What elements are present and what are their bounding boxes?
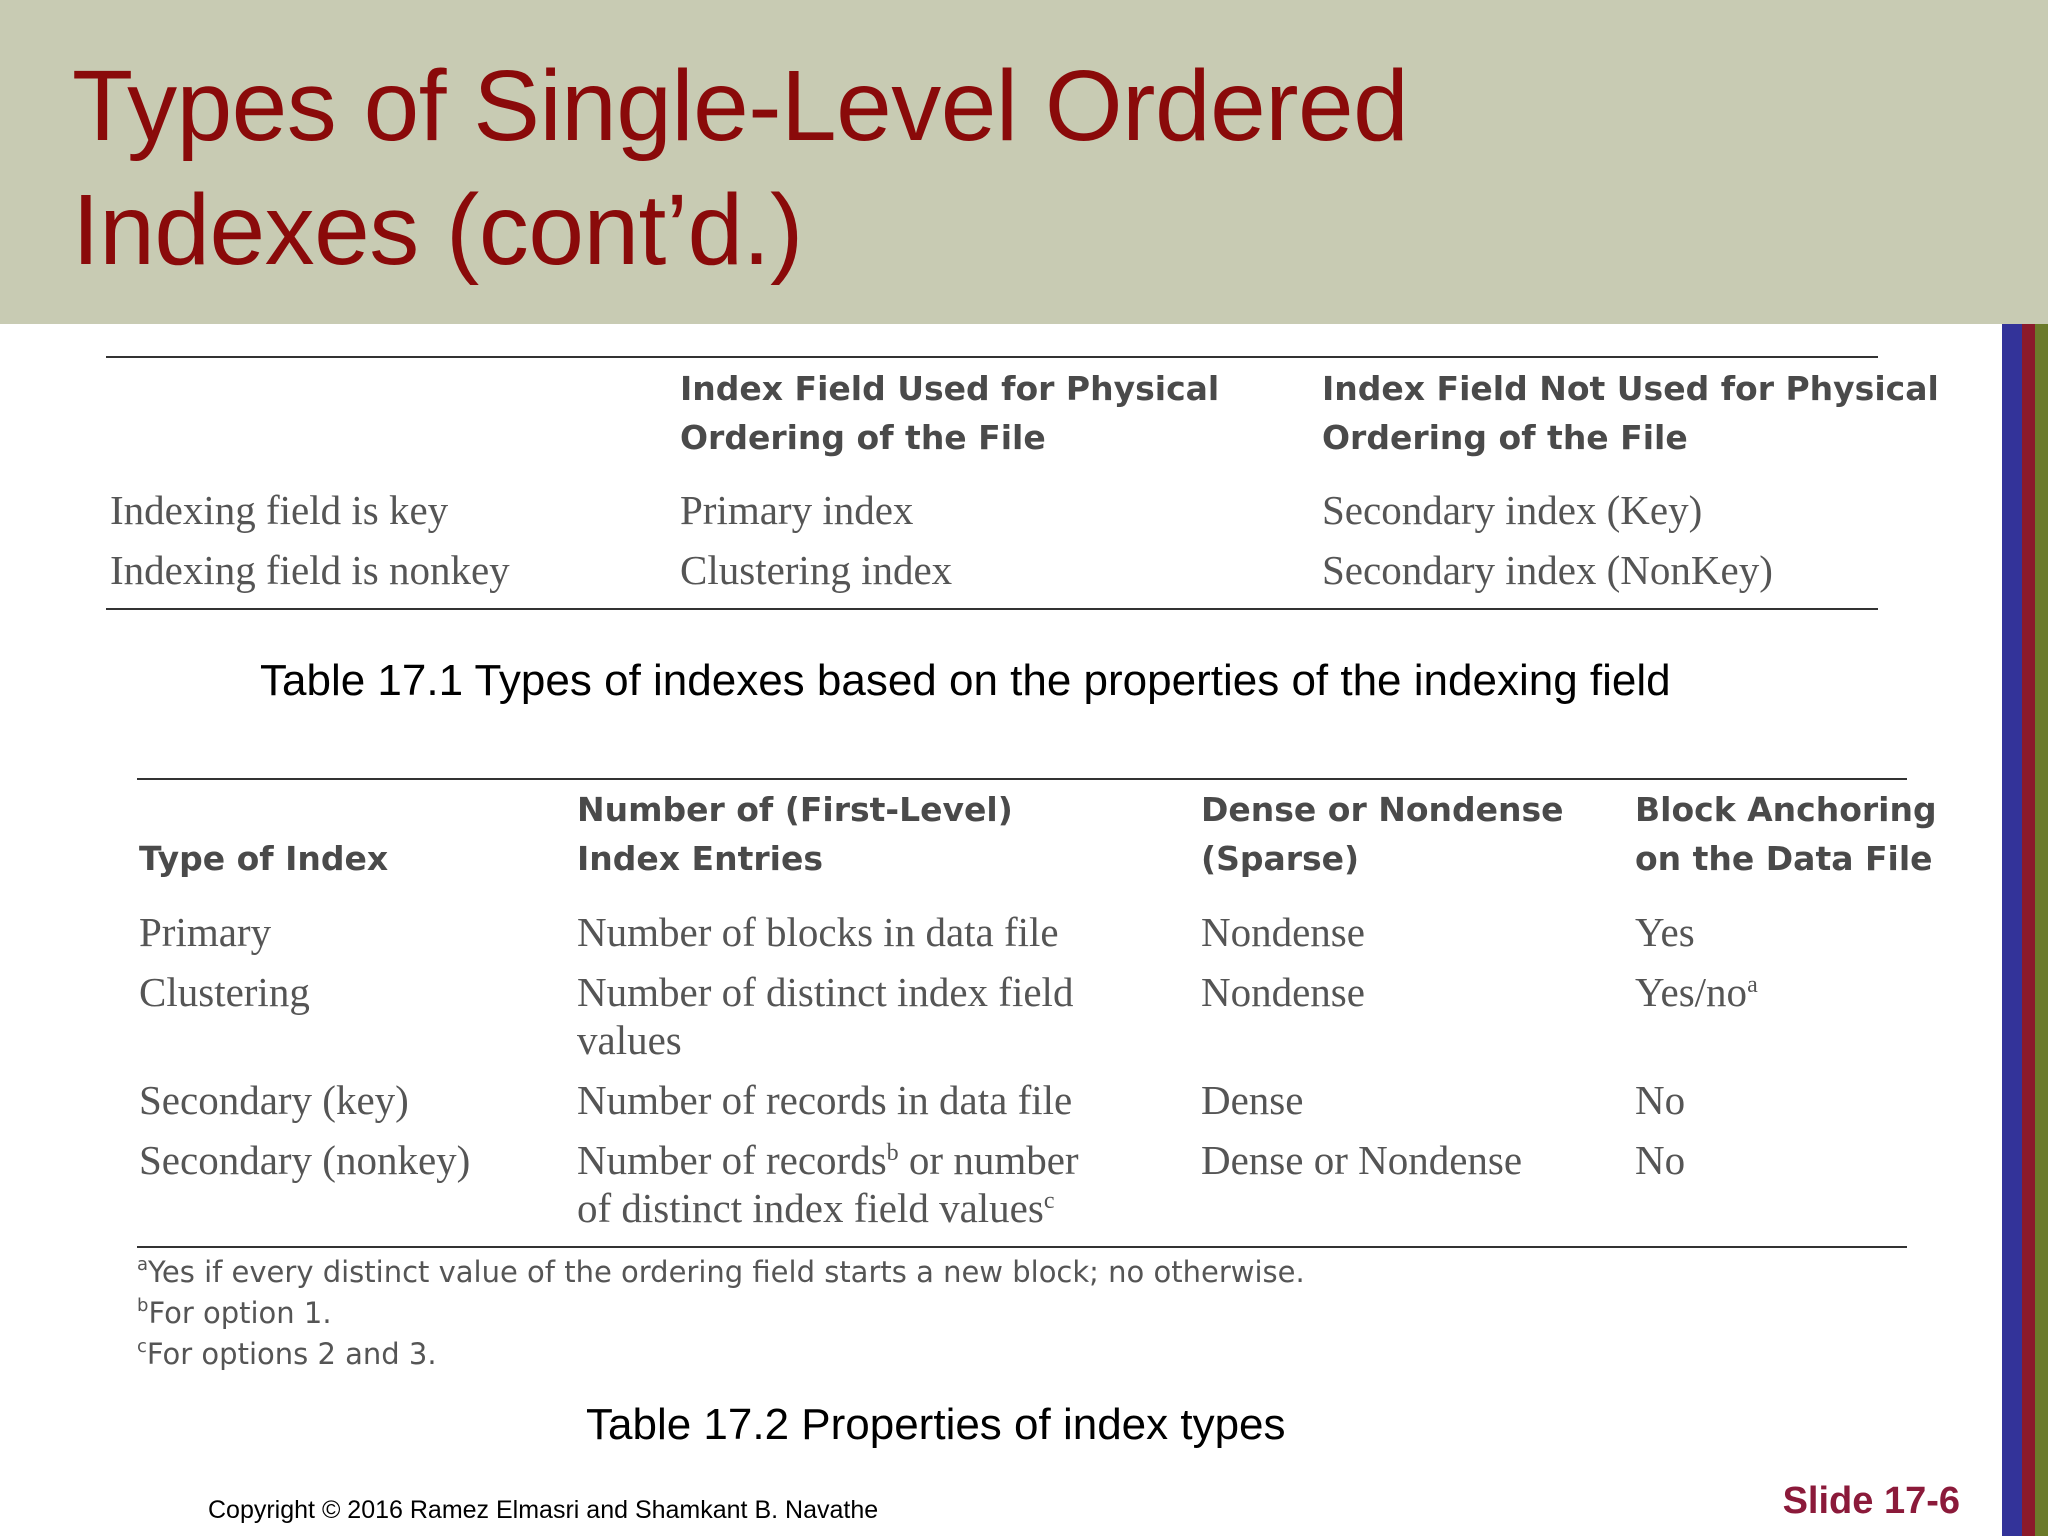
table2-anchor-cell: No (1635, 1137, 1686, 1183)
table2-dense-cell: Dense (1201, 1077, 1304, 1123)
table2-anchor-text: Yes/no (1635, 969, 1748, 1015)
table2-entries-text: of distinct index field values (577, 1185, 1044, 1231)
table1-cell: Secondary index (Key) (1322, 487, 1703, 533)
footnote-text: For options 2 and 3. (146, 1337, 437, 1371)
table1-cell: Primary index (680, 487, 914, 533)
table2-entries-line-2: values (577, 1017, 682, 1063)
table1-header-not-used-line-1: Index Field Not Used for Physical (1322, 369, 1939, 408)
table2-type-cell: Secondary (key) (139, 1077, 409, 1123)
table1-caption: Table 17.1 Types of indexes based on the properties of the indexing field (260, 656, 1671, 705)
footnote-mark-c: c (1043, 1188, 1055, 1214)
table2-entries-line-1 (577, 1136, 1079, 1184)
index-types-table (106, 356, 1939, 610)
table2-dense-cell: Nondense (1201, 909, 1365, 955)
table2-dense-cell: Dense or Nondense (1201, 1137, 1523, 1183)
table2-header-dense-line-1: Dense or Nondense (1201, 790, 1564, 829)
table2-entries-line-1: Number of distinct index field (577, 969, 1074, 1015)
table1-header-used (680, 364, 1219, 462)
table2-entries-cell: Number of blocks in data file (577, 909, 1059, 955)
table1-header-used-line-2: Ordering of the File (680, 418, 1046, 457)
footnote-mark: b (137, 1295, 149, 1316)
table2-type-cell: Clustering (139, 969, 310, 1015)
table2-header-anchor-line-2: on the Data File (1635, 839, 1933, 878)
footnote-mark: a (137, 1254, 149, 1275)
table2-header-anchor (1635, 785, 1937, 883)
table1-cell: Secondary index (NonKey) (1322, 547, 1773, 593)
table2-header-dense-line-2: (Sparse) (1201, 839, 1360, 878)
slide-number: Slide 17-6 (1782, 1480, 1960, 1522)
footnote-mark: c (137, 1336, 147, 1357)
table2-anchor-cell: Yes (1635, 909, 1695, 955)
table2-entries-tail: or number (898, 1137, 1079, 1183)
index-properties-table (137, 778, 1937, 1248)
table2-entries-cell (577, 968, 1073, 1064)
table2-anchor-cell (1635, 968, 1758, 1016)
table2-footnotes (137, 1252, 1305, 1375)
table2-header-entries-line-1: Number of (First-Level) (577, 790, 1013, 829)
footnote-b (137, 1293, 1305, 1334)
table1-header-not-used-line-2: Ordering of the File (1322, 418, 1688, 457)
footnote-text: For option 1. (148, 1296, 332, 1330)
table2-anchor-cell: No (1635, 1077, 1686, 1123)
footnote-c (137, 1334, 1305, 1375)
table1-row-label: Indexing field is nonkey (110, 547, 510, 593)
table2-header-entries (577, 785, 1013, 883)
footnote-text: Yes if every distinct value of the ordering field starts a new block; no otherwise. (148, 1255, 1305, 1289)
footnote-mark-a: a (1747, 972, 1758, 998)
table2-type-cell: Secondary (nonkey) (139, 1137, 471, 1183)
footnote-a (137, 1252, 1305, 1293)
slide-title-line-1: Types of Single-Level Ordered (72, 50, 1409, 162)
slide-title (72, 44, 1408, 292)
table2-dense-cell: Nondense (1201, 969, 1365, 1015)
table1-cell: Clustering index (680, 547, 953, 593)
footnote-mark-b: b (886, 1140, 899, 1166)
table2-type-cell: Primary (139, 909, 272, 955)
table2-header-anchor-line-1: Block Anchoring (1635, 790, 1937, 829)
stripe-blue (2002, 324, 2022, 1536)
table2-entries-cell (577, 1136, 1079, 1232)
side-stripes (2002, 324, 2048, 1536)
table2-entries-text: Number of records (577, 1137, 887, 1183)
table1-header-used-line-1: Index Field Used for Physical (680, 369, 1220, 408)
table2-header-entries-line-2: Index Entries (577, 839, 823, 878)
table2-header-type-label: Type of Index (139, 839, 389, 878)
table2-entries-cell: Number of records in data file (577, 1077, 1073, 1123)
slide-title-line-2: Indexes (cont’d.) (72, 174, 803, 286)
table2-header-dense (1201, 785, 1564, 883)
table1-row-label: Indexing field is key (110, 487, 449, 533)
table2-header-type (139, 834, 388, 883)
stripe-red (2022, 324, 2035, 1536)
stripe-olive (2035, 324, 2048, 1536)
table2-caption: Table 17.2 Properties of index types (586, 1400, 1286, 1449)
table2-entries-line-2 (577, 1184, 1079, 1232)
table1-header-not-used (1322, 364, 1939, 462)
copyright-notice: Copyright © 2016 Ramez Elmasri and Shamkant B. Navathe (208, 1496, 879, 1524)
